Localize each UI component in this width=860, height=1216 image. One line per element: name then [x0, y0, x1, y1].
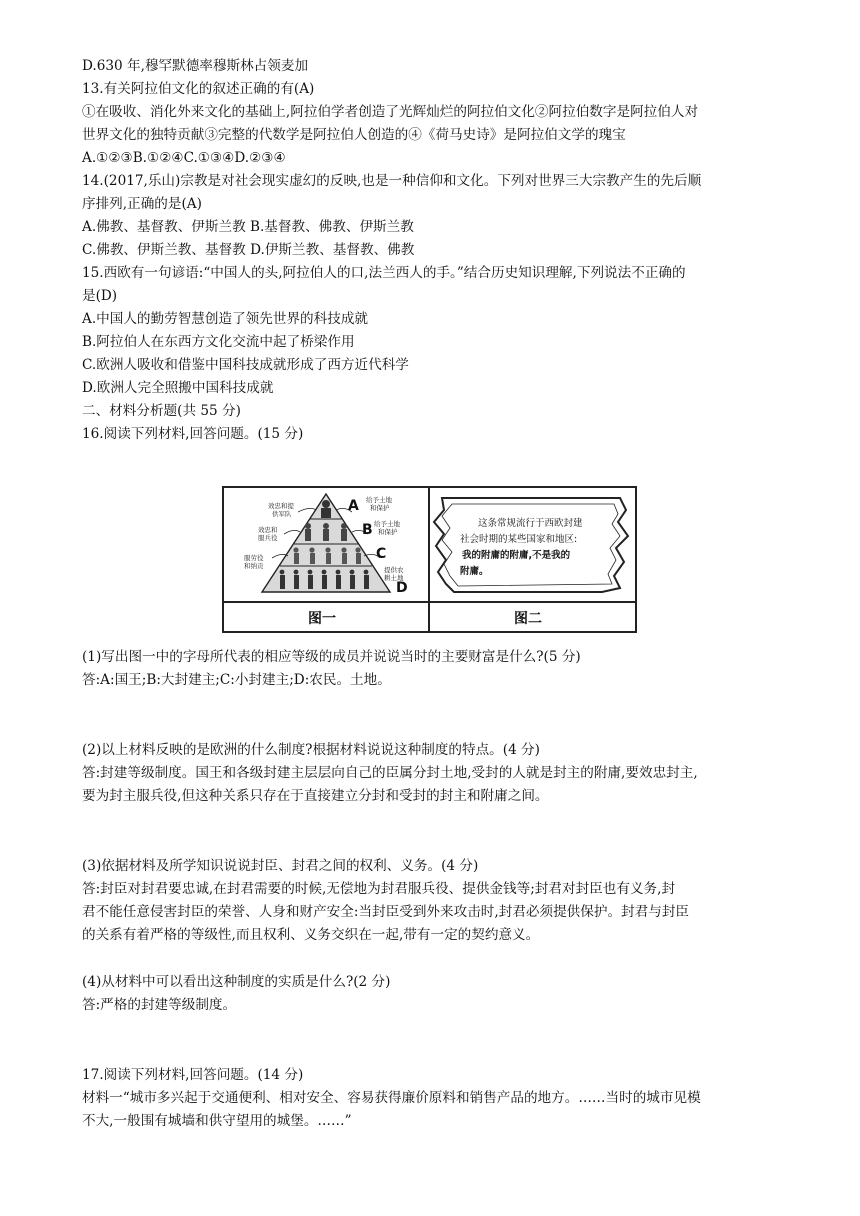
speech-line: 附庸。	[460, 566, 489, 577]
answer-2: 答:封建等级制度。国王和各级封建主层层向自己的臣属分封土地,受封的人就是封主的附庸,要效忠封主,	[82, 765, 698, 781]
letter-a: A	[348, 498, 359, 514]
figure-label: 和纳贡	[244, 562, 264, 570]
figure-label: 给予土地	[366, 496, 392, 504]
question-13: 13.有关阿拉伯文化的叙述正确的有(A)	[82, 81, 315, 97]
question-16: 16.阅读下列材料,回答问题。(15 分)	[82, 426, 304, 442]
material-one: 材料一“城市多兴起于交通便利、相对安全、容易获得廉价原料和销售产品的地方。……当时的城市见模	[82, 1090, 701, 1106]
letter-b: B	[362, 522, 373, 538]
answer-1: 答:A:国王;B:大封建主;C:小封建主;D:农民。土地。	[82, 672, 391, 688]
letter-d: D	[396, 580, 408, 596]
figure-label: 服兵役	[258, 534, 278, 542]
figure-feudal-hierarchy	[222, 486, 637, 633]
figure-label: 和保护	[370, 504, 390, 512]
section-heading: 二、材料分析题(共 55 分)	[82, 403, 241, 419]
answer-option: C.欧洲人吸收和借鉴中国科技成就形成了西方近代科学	[82, 357, 409, 373]
figure-two-panel	[430, 488, 635, 603]
answer-option: A.中国人的勤劳智慧创造了领先世界的科技成就	[82, 311, 369, 327]
question-17: 17.阅读下列材料,回答问题。(14 分)	[82, 1067, 304, 1083]
question-15: 15.西欧有一句谚语:“中国人的头,阿拉伯人的口,法兰西人的手。”结合历史知识理解,下列说法不正确的	[82, 265, 686, 281]
answer-3-cont: 的关系有着严格的等级性,而且权利、义务交织在一起,带有一定的契约意义。	[82, 927, 540, 943]
text-line: D.630 年,穆罕默德率穆斯林占领麦加	[82, 58, 309, 74]
figure-one-panel	[224, 488, 428, 603]
text-line: 序排列,正确的是(A)	[82, 196, 202, 212]
sub-question-3: (3)依据材料及所学知识说说封臣、封君之间的权利、义务。(4 分)	[82, 858, 479, 874]
figure-label: 效忠和提	[268, 502, 294, 510]
answer-3: 答:封臣对封君要忠诚,在封君需要的时候,无偿地为封君服兵役、提供金钱等;封君对封臣也有义务,封	[82, 881, 676, 897]
pyramid-illustration	[224, 488, 428, 603]
sub-question-4: (4)从材料中可以看出这种制度的实质是什么?(2 分)	[82, 974, 391, 990]
text-line: 世界文化的独特贡献③完整的代数学是阿拉伯人创造的④《荷马史诗》是阿拉伯文学的瑰宝	[82, 127, 626, 143]
speech-scroll-illustration	[430, 488, 635, 603]
speech-line: 这条常规流行于西欧封建	[478, 518, 583, 529]
figure-label: 耕土地	[384, 574, 404, 582]
letter-c: C	[376, 546, 387, 562]
answer-2-cont: 要为封主服兵役,但这种关系只存在于直接建立分封和受封的封主和附庸之间。	[82, 788, 549, 804]
figure-label: 和保护	[378, 528, 398, 536]
figure-label: 效忠和	[258, 526, 278, 534]
speech-line: 我的附庸的附庸,不是我的	[462, 550, 571, 561]
answer-4: 答:严格的封建等级制度。	[82, 997, 237, 1013]
text-line: 是(D)	[82, 288, 118, 304]
answer-options: C.佛教、伊斯兰教、基督教 D.伊斯兰教、基督教、佛教	[82, 242, 415, 258]
figure-label: 服劳役	[244, 554, 264, 562]
caption-figure-two: 图二	[514, 611, 542, 627]
speech-line: 社会时期的某些国家和地区:	[460, 534, 578, 545]
figure-label: 供军队	[272, 510, 292, 518]
question-14: 14.(2017,乐山)宗教是对社会现实虚幻的反映,也是一种信仰和文化。下列对世界三大宗教产生的先后顺	[82, 173, 702, 189]
caption-figure-one: 图一	[308, 611, 336, 627]
figure-caption-row	[224, 601, 635, 631]
answer-option: B.阿拉伯人在东西方文化交流中起了桥梁作用	[82, 334, 355, 350]
answer-3-cont: 君不能任意侵害封臣的荣誉、人身和财产安全:当封臣受到外来攻击时,封君必须提供保护。封君与封臣	[82, 904, 690, 920]
answer-option: D.欧洲人完全照搬中国科技成就	[82, 380, 274, 396]
sub-question-1: (1)写出图一中的字母所代表的相应等级的成员并说说当时的主要财富是什么?(5 分)	[82, 649, 581, 665]
sub-question-2: (2)以上材料反映的是欧洲的什么制度?根据材料说说这种制度的特点。(4 分)	[82, 742, 540, 758]
figure-label: 给予土地	[374, 520, 400, 528]
answer-options: A.佛教、基督教、伊斯兰教 B.基督教、佛教、伊斯兰教	[82, 219, 414, 235]
answer-options: A.①②③B.①②④C.①③④D.②③④	[82, 150, 286, 166]
material-one-cont: 不大,一般围有城墙和供守望用的城堡。……”	[82, 1113, 352, 1129]
text-line: ①在吸收、消化外来文化的基础上,阿拉伯学者创造了光辉灿烂的阿拉伯文化②阿拉伯数字是阿拉伯人对	[82, 104, 699, 120]
figure-label: 提供农	[384, 566, 404, 574]
